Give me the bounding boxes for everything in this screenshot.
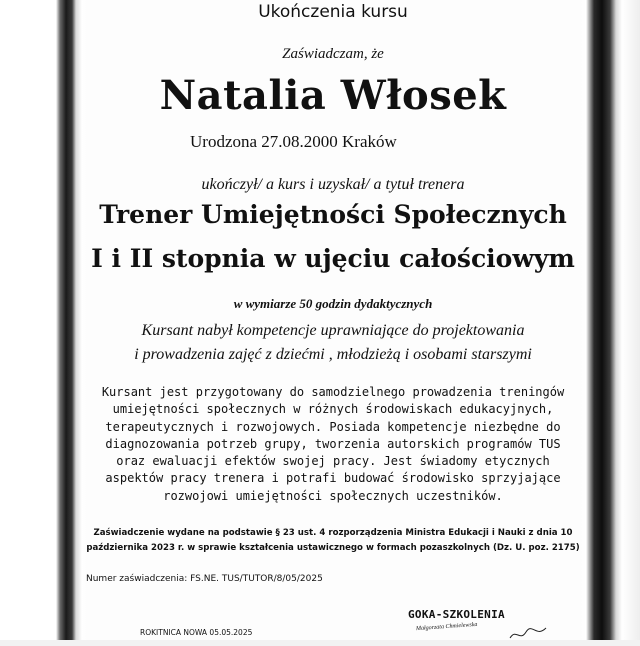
course-title-line-2: I i II stopnia w ujęciu całościowym [91, 244, 575, 273]
description-line: oraz ewaluacji efektów swojej pracy. Jest świadomy etycznych [116, 454, 550, 469]
hours-line: w wymiarze 50 godzin dydaktycznych [233, 296, 433, 311]
description-line: diagnozowania potrzeb grupy, tworzenia autorskich programów TUS [105, 436, 561, 451]
description-line: umiejętności społecznych w różnych środowiskach edukacyjnych, [112, 402, 554, 417]
frame-right-border [572, 0, 640, 640]
description-line: terapeutycznych i rozwojowych. Posiada kompetencje niezbędne do [105, 419, 561, 434]
certificate-document [86, 0, 580, 640]
description-line: rozwojowi umiejętności społecznych uczestników. [163, 488, 503, 503]
description-line: Kursant jest przygotowany do samodzielnego prowadzenia treningów [101, 385, 565, 399]
frame-left-border [0, 0, 92, 640]
completion-line: ukończył/ a kurs i uzyskał/ a tytuł trenera [201, 176, 465, 193]
certify-line: Zaświadczam, że [282, 46, 384, 62]
course-title-line-1: Trener Umiejętności Społecznych [99, 200, 567, 229]
certificate-number: Numer zaświadczenia: FS.NE. TUS/TUTOR/8/05/2025 [86, 574, 323, 584]
certificate-heading: Ukończenia kursu [258, 2, 408, 22]
description-line: aspektów pracy trenera i potrafi budować środowisko sprzyjające [105, 471, 561, 486]
recipient-name: Natalia Włosek [159, 72, 507, 119]
signature-icon [508, 624, 548, 644]
organization-stamp [408, 606, 558, 646]
legal-basis [86, 526, 580, 556]
place-date: ROKITNICA NOWA 05.05.2025 [140, 628, 253, 637]
description-paragraph [86, 384, 580, 505]
competence-line-1: Kursant nabył kompetencje uprawniające do projektowania [141, 322, 525, 339]
legal-line: października 2023 r. w sprawie kształcenia ustawicznego w formach pozaszkolnych (Dz. U. poz. 2175) [86, 543, 580, 553]
competence-line-2: i prowadzenia zajęć z dziećmi , młodzieżą i osobami starszymi [134, 346, 532, 363]
legal-line: Zaświadczenie wydane na podstawie § 23 ust. 4 rozporządzenia Ministra Edukacji i Nauki z dnia 10 [93, 528, 573, 538]
birth-info: Urodzona 27.08.2000 Kraków [190, 132, 397, 151]
stamp-name: GOKA-SZKOLENIA [408, 608, 505, 621]
stamp-subtitle: Małgorzata Chmielewska [415, 621, 478, 633]
